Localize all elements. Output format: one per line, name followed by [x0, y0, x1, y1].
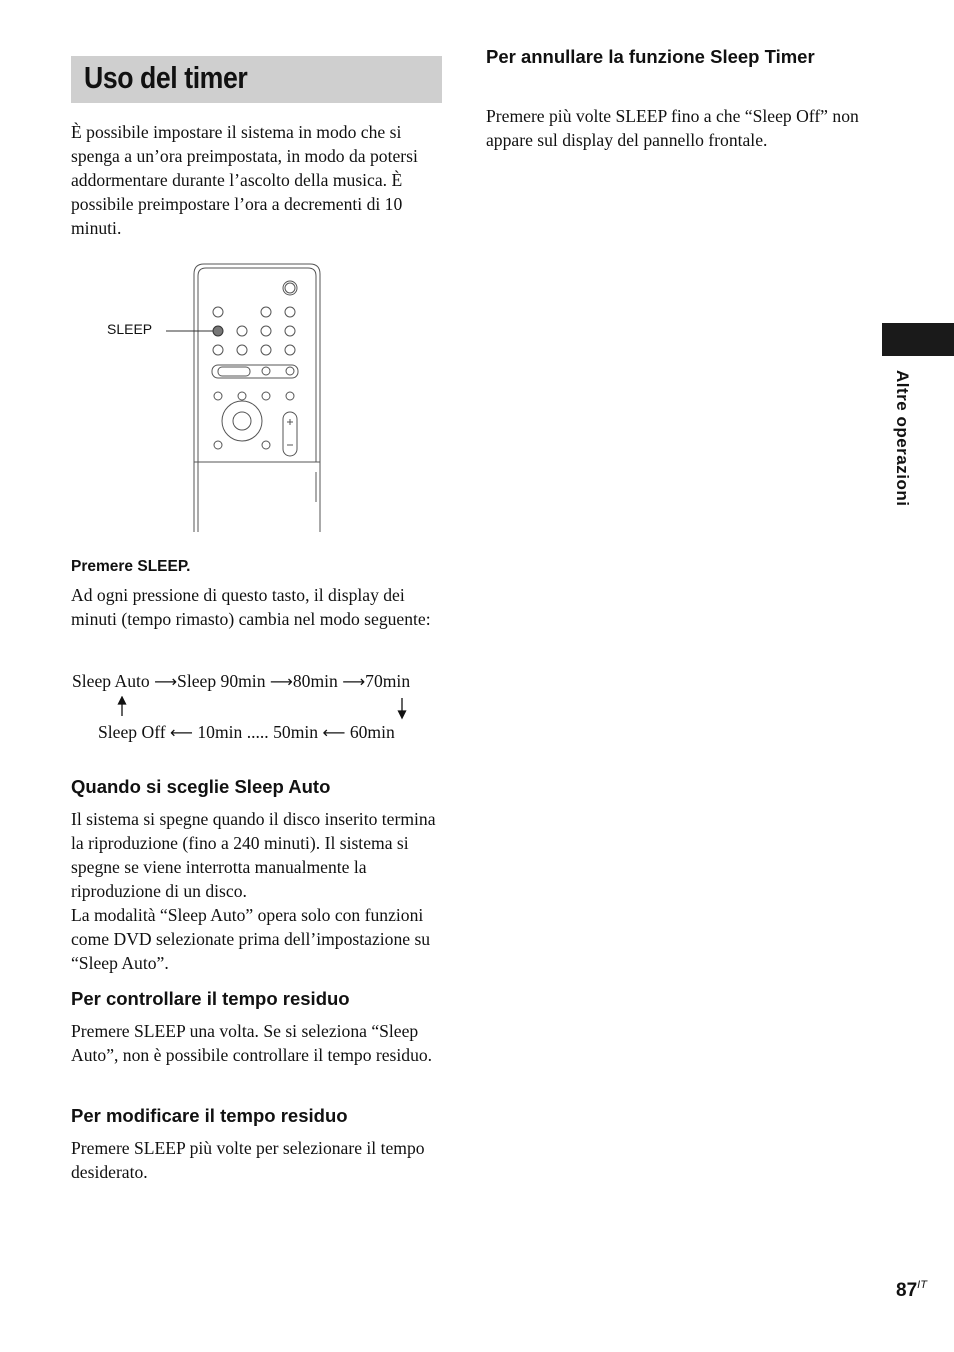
- section-heading-sleep-auto: Quando si sceglie Sleep Auto: [71, 776, 331, 797]
- arrow-right-icon: ⟶: [342, 672, 366, 691]
- step-heading: Premere SLEEP.: [71, 558, 191, 575]
- page-title: Uso del timer: [84, 60, 248, 95]
- step-text: Ad ogni pressione di questo tasto, il display dei minuti (tempo rimasto) cambia nel modo seguente:: [71, 585, 431, 629]
- section-paragraph: Premere SLEEP una volta. Se si seleziona “Sleep Auto”, non è possibile controllare il tempo residuo.: [71, 1021, 433, 1065]
- page-number: [896, 1280, 927, 1302]
- chapter-tab-label: Altre operazioni: [893, 370, 912, 507]
- seq-70: 70min: [365, 671, 411, 691]
- section-heading-check-time: Per controllare il tempo residuo: [71, 988, 350, 1009]
- seq-sleep-90: Sleep 90min: [177, 671, 266, 691]
- seq-80: 80min: [292, 671, 338, 691]
- section-paragraph: La modalità “Sleep Auto” opera solo con funzioni come DVD selezionate prima dell’impostazione su “Sleep Auto”.: [71, 905, 431, 973]
- arrow-right-icon: ⟶: [269, 672, 293, 691]
- sleep-callout-label: SLEEP: [107, 321, 153, 337]
- intro-paragraph: È possibile impostare il sistema in modo che si spenga a un’ora preimpostata, in modo da potersi addormentare durante l’ascolto della musica. È possibile preimpostare l’ora a decrementi di 10 minuti.: [71, 122, 418, 238]
- sleep-button-marker: [213, 326, 223, 336]
- remote-control-illustration: [160, 262, 330, 534]
- seq-60: 60min: [349, 722, 395, 742]
- title-banner: [71, 56, 442, 103]
- section-paragraph: Premere SLEEP più volte per selezionare il tempo desiderato.: [71, 1138, 425, 1182]
- seq-10-50: 10min ..... 50min: [197, 722, 319, 742]
- seq-sleep-off: Sleep Off: [98, 722, 166, 742]
- sleep-sequence-row-2: [98, 721, 395, 744]
- chapter-tab-marker: [882, 323, 954, 356]
- section-paragraph: Il sistema si spegne quando il disco inserito termina la riproduzione (fino a 240 minuti). Il sistema si spegne se viene interrotta manualmente la riproduzione di un disco.: [71, 809, 436, 901]
- sequence-vertical-arrows: [112, 696, 412, 720]
- arrow-left-icon: ⟵: [322, 723, 346, 742]
- seq-sleep-auto: Sleep Auto: [72, 671, 150, 691]
- section-heading-modify-time: Per modificare il tempo residuo: [71, 1105, 348, 1126]
- arrow-up-icon: [119, 697, 126, 704]
- page-language-suffix: IT: [917, 1279, 927, 1291]
- arrow-right-icon: ⟶: [154, 672, 178, 691]
- section-heading-cancel-timer: Per annullare la funzione Sleep Timer: [486, 46, 815, 67]
- page-number-value: 87: [896, 1280, 918, 1301]
- sleep-sequence-row-1: [72, 670, 410, 693]
- arrow-left-icon: ⟵: [170, 723, 193, 742]
- section-paragraph: Premere più volte SLEEP fino a che “Sleep Off” non appare sul display del pannello frontale.: [486, 106, 859, 150]
- arrow-down-icon: [399, 711, 406, 718]
